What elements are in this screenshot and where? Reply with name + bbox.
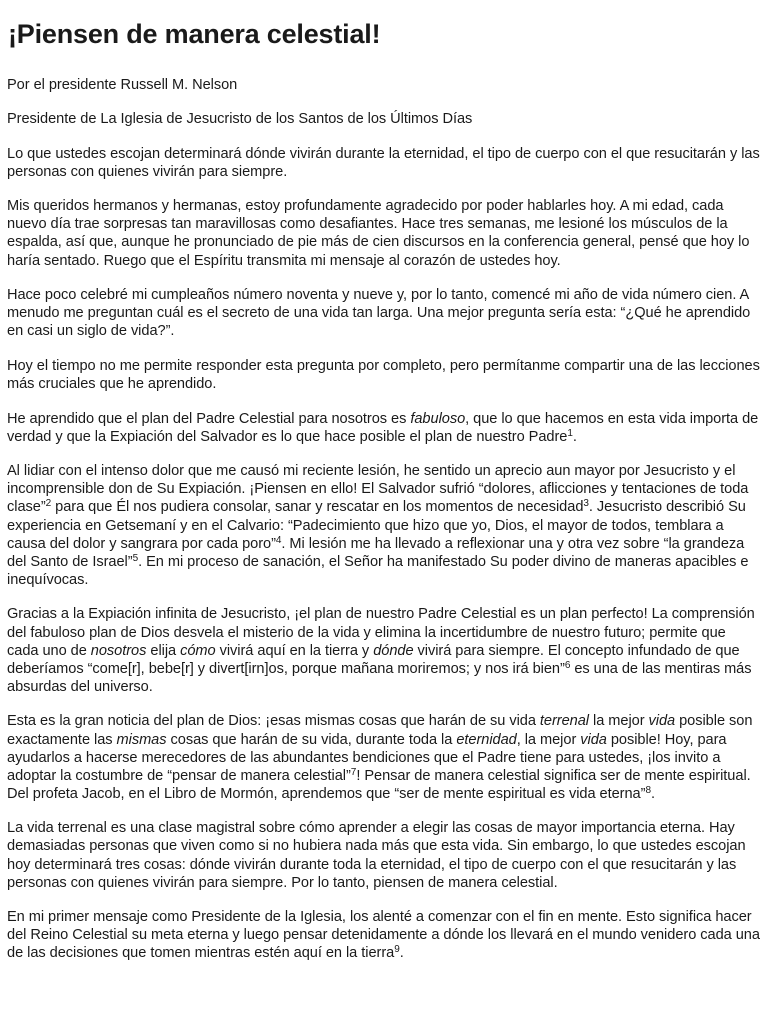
author-line: Por el presidente Russell M. Nelson bbox=[7, 77, 238, 94]
text-run: Mis queridos hermanos y hermanas, estoy profundamente agradecido por poder hablarles hoy. A mi edad, cada nuevo día trae sorpresas tan maravillosas como desafiantes. Hace tres semanas, me lesioné los músculos de la espalda, así que, aunque he pronunciado de pie más de cien discursos en la conferencia general, pensé que hoy lo haría sentado. Ruego que el Espíritu transmita mi mensaje al corazón de ustedes hoy. bbox=[7, 198, 750, 269]
text-run: cosas que harán de su vida, durante toda la bbox=[166, 731, 457, 748]
text-run: La vida terrenal es una clase magistral sobre cómo aprender a elegir las cosas de mayor importancia eterna. Hay demasiadas personas que viven como si no hubiera nada más que esta vida. Sin embargo, lo que ustedes escojan hoy determinará tres cosas: dónde vivirán durante toda la eternidad, el tipo de cuerpo con el que resucitarán y las personas con quienes vivirán para siempre. Por lo tanto, piensen de manera celestial. bbox=[7, 820, 746, 891]
footnote-marker[interactable]: 4 bbox=[275, 534, 282, 546]
footnote-marker[interactable]: 9 bbox=[394, 944, 400, 956]
text-run: vivirá para siempre. El concepto infundado de que deberíamos “come[r], bebe[r] y divert[irn]os, porque mañana moriremos; y nos irá bien” bbox=[7, 642, 740, 677]
emphasis-text: vida bbox=[648, 713, 676, 730]
text-run: . bbox=[650, 785, 655, 802]
emphasis-text: mismas bbox=[116, 731, 167, 748]
emphasis-text: cómo bbox=[180, 642, 216, 659]
text-run: la mejor bbox=[589, 713, 649, 730]
text-run: Hoy el tiempo no me permite responder esta pregunta por completo, pero permítanme compartir una de las lecciones más cruciales que he aprendido. bbox=[7, 357, 760, 393]
paragraph bbox=[7, 712, 761, 802]
emphasis-text: nosotros bbox=[90, 642, 147, 659]
text-run: posible! Hoy, para ayudarlos a hacerse merecedores de las abundantes bendiciones que el Padre tiene para ustedes, ¡los invito a adoptar la costumbre de “pensar de manera celestial” bbox=[7, 731, 727, 784]
text-run: para que Él nos pudiera consolar, sanar y rescatar en los momentos de necesidad bbox=[51, 499, 584, 516]
text-run: Gracias a la Expiación infinita de Jesucristo, ¡el plan de nuestro Padre Celestial es un plan perfecto! La comprensión del fabuloso plan de Dios desvela el misterio de la vida y elimina la incertidumbre de nuestro futuro; permite que cada uno de bbox=[7, 606, 755, 659]
text-run: . Jesucristo describió Su experiencia en Getsemaní y en el Calvario: “Padecimiento que hizo que yo, Dios, el mayor de todos, temblara a causa del dolor y sangrara por cada poro” bbox=[7, 499, 746, 552]
author-role: Presidente de La Iglesia de Jesucristo de los Santos de los Últimos Días bbox=[7, 111, 473, 128]
paragraph bbox=[7, 145, 761, 181]
footnote-marker[interactable]: 3 bbox=[583, 498, 589, 510]
paragraph bbox=[7, 908, 761, 962]
footnote-marker[interactable]: 8 bbox=[645, 784, 651, 796]
paragraph bbox=[7, 197, 761, 269]
text-run: . Mi lesión me ha llevado a reflexionar una y otra vez sobre “la grandeza del Santo de Israel” bbox=[7, 535, 745, 570]
text-run: ! Pensar de manera celestial significa ser de mente espiritual. Del profeta Jacob, en el Libro de Mormón, aprendemos que “ser de mente espiritual es vida eterna” bbox=[7, 767, 751, 802]
emphasis-text: eternidad bbox=[456, 731, 517, 748]
footnote-marker[interactable]: 1 bbox=[567, 427, 573, 439]
article-body bbox=[7, 145, 761, 963]
text-run: He aprendido que el plan del Padre Celestial para nosotros es bbox=[7, 410, 411, 427]
paragraph bbox=[7, 462, 761, 589]
paragraph bbox=[7, 410, 761, 446]
footnote-marker[interactable]: 2 bbox=[45, 498, 52, 510]
text-run: . bbox=[572, 428, 577, 445]
emphasis-text: fabuloso bbox=[410, 410, 466, 427]
page-title: ¡Piensen de manera celestial! bbox=[8, 19, 381, 49]
text-run: Esta es la gran noticia del plan de Dios: ¡esas mismas cosas que harán de su vida bbox=[7, 713, 540, 730]
text-run: . En mi proceso de sanación, el Señor ha manifestado Su poder divino de maneras apacibles e inequívocas. bbox=[7, 553, 749, 588]
paragraph bbox=[7, 605, 761, 695]
text-run: Hace poco celebré mi cumpleaños número noventa y nueve y, por lo tanto, comencé mi año de vida número cien. A menudo me preguntan cuál es el secreto de una vida tan larga. Una mejor pregunta sería esta: “¿Qué he aprendido en casi un siglo de vida?”. bbox=[7, 287, 751, 340]
text-run: elija bbox=[146, 642, 181, 659]
paragraph bbox=[7, 357, 761, 393]
footnote-marker[interactable]: 7 bbox=[350, 766, 357, 778]
text-run: . bbox=[399, 945, 404, 962]
text-run: Lo que ustedes escojan determinará dónde vivirán durante la eternidad, el tipo de cuerpo con el que resucitarán y las personas con quienes vivirán para siempre. bbox=[7, 145, 760, 180]
text-run: es una de las mentiras más absurdas del universo. bbox=[7, 660, 752, 695]
text-run: posible son exactamente las bbox=[7, 713, 753, 748]
text-run: , la mejor bbox=[516, 731, 581, 748]
text-run: , que lo que hacemos en esta vida importa de verdad y que la Expiación del Salvador es lo que hace posible el plan de nuestro Padre bbox=[7, 410, 759, 445]
footnote-marker[interactable]: 5 bbox=[132, 552, 139, 564]
emphasis-text: vida bbox=[580, 731, 607, 748]
paragraph bbox=[7, 286, 761, 340]
text-run: vivirá aquí en la tierra y bbox=[215, 642, 374, 659]
text-run: En mi primer mensaje como Presidente de la Iglesia, los alenté a comenzar con el fin en mente. Esto significa hacer del Reino Celestial su meta eterna y luego pensar detenidamente a dónde los llevará en el mundo venidero cada una de las decisiones que tomen mientras estén aquí en la tierra bbox=[7, 909, 760, 962]
footnote-marker[interactable]: 6 bbox=[564, 659, 571, 671]
emphasis-text: terrenal bbox=[539, 713, 590, 730]
emphasis-text: dónde bbox=[373, 642, 414, 659]
paragraph bbox=[7, 819, 761, 891]
text-run: Al lidiar con el intenso dolor que me causó mi reciente lesión, he sentido un aprecio aun mayor por Jesucristo y el incomprensible don de Su Expiación. ¡Piensen en ello! El Salvador sufrió “dolores, aflicciones y tentaciones de toda clase” bbox=[7, 463, 749, 516]
